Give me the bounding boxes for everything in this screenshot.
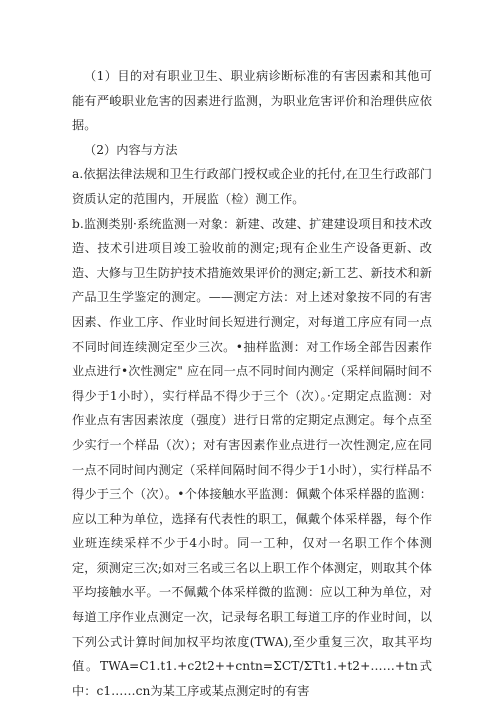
paragraph-item-a: a.依据法律法规和卫生行政部门授权或企业的托付,在卫生行政部门资质认定的范围内，开展监（检）测工作。 [72,167,432,206]
document-body [72,64,432,703]
paragraph-item-b: b.监测类别·系统监测一对象：新建、改建、扩建建设项目和技术改造、技术引进项目竣工验收前的测定;现有企业生产设备更新、改造、大修与卫生防护技术措施效果评价的测定;新工艺、新技术和新产品卫生学鉴定的测定。——测定方法：对上述对象按不同的有害因素、作业工序、作业时间长短进行测定，对每道工序应有同一点不同时间连续测定至少三次。•抽样监测：对工作场全部告因素作业点进行•次性测定" 应在同一点不同时间内测定（采样间隔时间不得少于1小时），实行样品不得少于三个（次）。·定期定点监测：对作业点有害因素浓度（强度）进行日常的定期定点测定。每个点至少实行一个样品（次）；对有害因素作业点进行一次性测定,应在同一点不同时间内测定（采样间隔时间不得少于1小时），实行样品不得少于三个（次）。•个体接触水平监测：佩戴个体采样器的监测：应以工种为单位，选择有代表性的职工，佩戴个体采样器，每个作业班连续采样不少于4小时。同一工种，仅对一名职工作个体测定，须测定三次;如对三名或三名以上职工作个体测定，则取其个体平均接触水平。一不佩戴个体采样微的监测：应以工种为单位，对每道工序作业点测定一次，记录每名职工每道工序的作业时间，以下列公式计算时间加权平均浓度(TWA),至少重复三次，取其平均值。TWA=C1.t1.+c2t2++cntn=ΣCT/ΣTt1.+t2+……+tn式中：c1……cn为某工序或某点测定时的有害 [72,216,432,698]
paragraph-heading-content-methods: （2）内容与方法 [84,142,178,157]
paragraph-purpose: （1）目的对有职业卫生、职业病诊断标准的有害因素和其他可能有严峻职业危害的因素进行监测，为职业危害评价和治理供应依据。 [72,69,432,133]
